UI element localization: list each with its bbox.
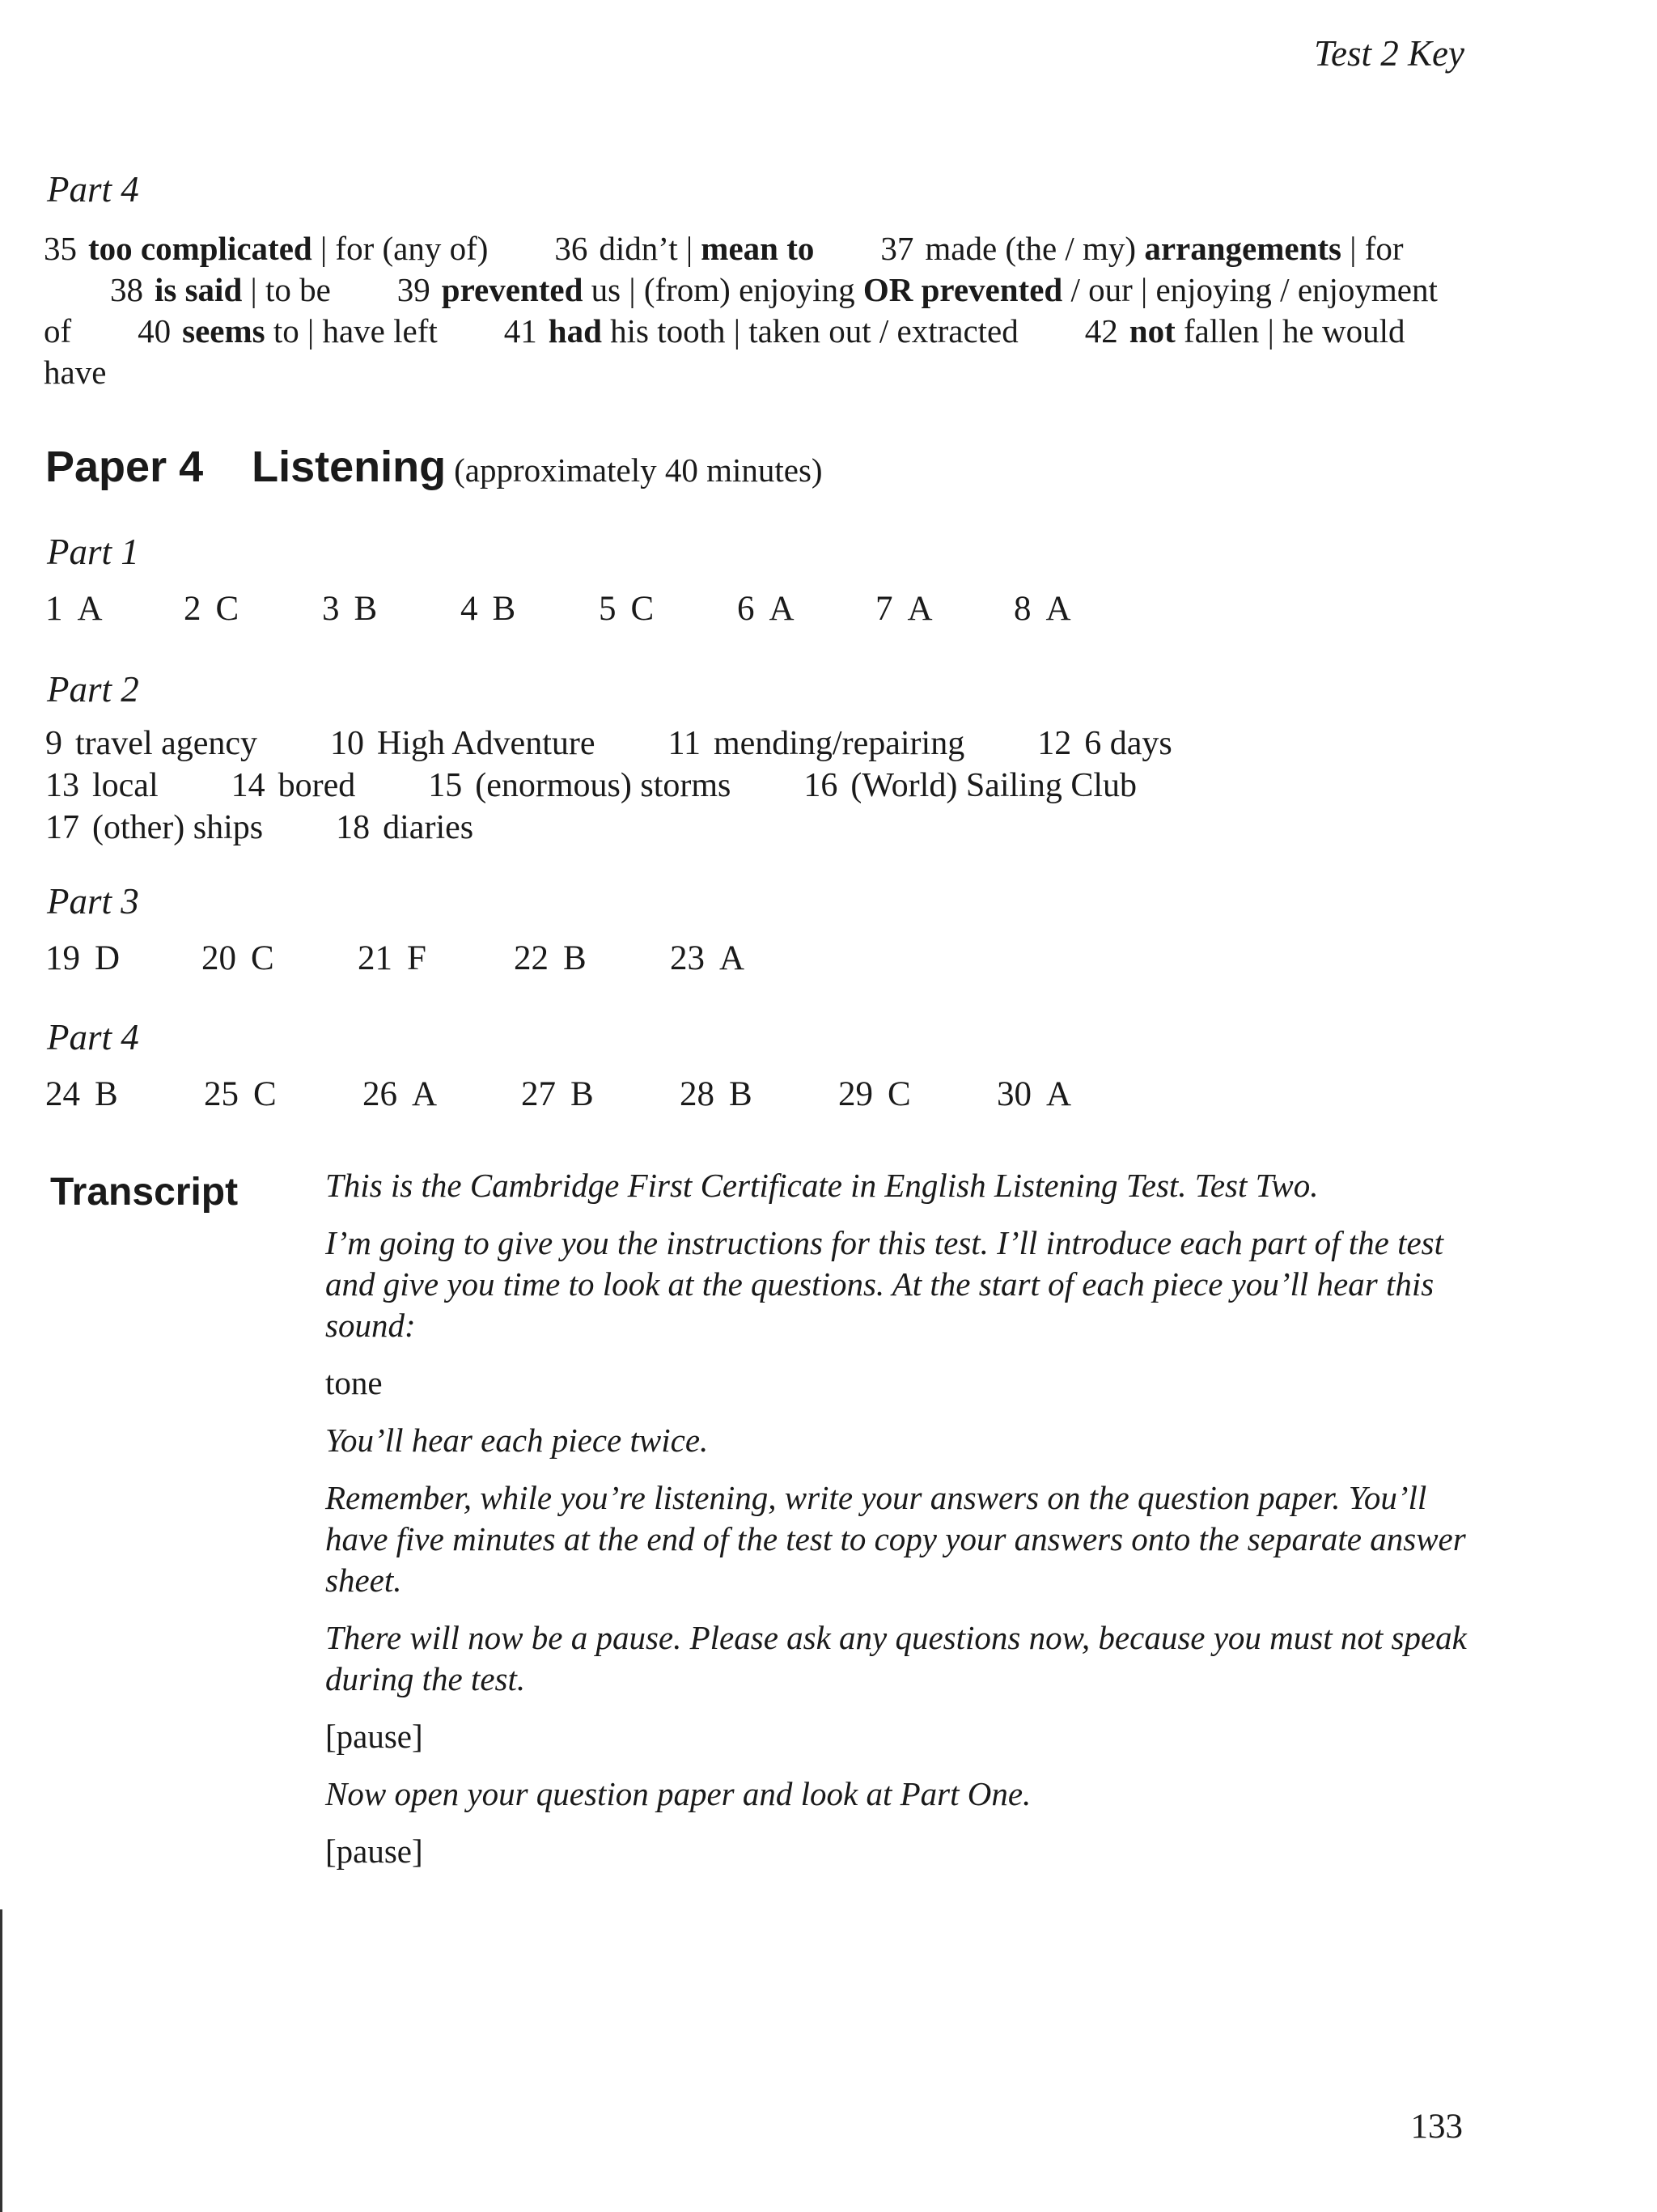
answer-text: fallen | he would have [44,312,1405,391]
answer-item [45,1074,118,1114]
answer-letter: B [729,1075,752,1113]
answer-item [838,1074,911,1114]
answer-text: his tooth | taken out / extracted [601,312,1019,350]
answer-number: 16 [803,767,838,804]
listening-part3-label: Part 3 [47,881,139,922]
answer-letter: C [630,590,655,628]
answer-text: 6 days [1084,725,1172,762]
answer-key-words: had [548,312,602,350]
answer-text: didn’t | [599,230,701,267]
transcript-paragraph: I’m going to give you the instructions for this test. I’ll introduce each part of the test and give you time to look at the questions. At the start of each piece you’ll hear this sound: [325,1224,1444,1344]
answer-number: 12 [1037,725,1072,762]
answer-letter: A [1045,590,1071,628]
transcript-paragraph: Now open your question paper and look at Part One. [325,1775,1032,1812]
page-number: 133 [1410,2108,1463,2146]
answer-letter: A [412,1075,438,1113]
answer-item [1014,589,1071,629]
answer-text: diaries [383,809,474,846]
transcript-paragraph: This is the Cambridge First Certificate in English Listening Test. Test Two. [325,1167,1319,1204]
running-head: Test 2 Key [1314,33,1464,74]
answer-letter: B [354,590,378,628]
answer-number: 5 [599,590,617,628]
answer-key-words: mean to [701,230,815,267]
answer-item [521,1074,594,1114]
answer-item [880,230,1403,267]
answer-number: 21 [358,939,392,977]
answer-item [428,767,731,804]
answer-item [44,230,488,267]
answer-text: local [92,767,159,804]
answer-text: travel agency [75,725,258,762]
reading-part4-label: Part 4 [47,169,139,210]
listening-part4-label: Part 4 [47,1017,139,1057]
answer-key-words: not [1129,312,1176,350]
answer-number: 3 [322,590,340,628]
answer-item [680,1074,752,1114]
answer-letter: A [769,590,795,628]
answer-text: us | (from) enjoying [583,271,863,308]
answer-key-words: seems [182,312,265,350]
answer-item [668,725,965,762]
answer-number: 15 [428,767,463,804]
answer-number: 39 [396,271,430,308]
answer-letter: A [1046,1075,1072,1113]
answer-item [1037,725,1172,762]
listening-part2-label: Part 2 [47,669,139,710]
transcript-heading: Transcript [50,1171,239,1214]
listening-part2-answers [45,723,1245,849]
listening-part1-label: Part 1 [47,532,139,572]
answer-line [45,807,1245,849]
answer-item [997,1074,1071,1114]
answer-number: 37 [880,230,914,267]
answer-number: 19 [45,939,80,977]
page-edge-line [0,1909,2,2212]
answer-number: 41 [503,312,537,350]
answer-item [803,767,1137,804]
answer-number: 25 [204,1075,239,1113]
answer-number: 4 [460,590,478,628]
transcript-paragraph: You’ll hear each piece twice. [325,1422,709,1459]
answer-number: 36 [554,230,588,267]
answer-key-words: prevented [441,271,583,308]
answer-item [362,1074,437,1114]
answer-number: 14 [231,767,265,804]
answer-number: 29 [838,1075,873,1113]
answer-letter: B [492,590,516,628]
answer-item [201,939,274,978]
answer-letter: C [251,939,274,977]
transcript-cue: [pause] [325,1718,423,1755]
answer-number: 1 [45,590,63,628]
answer-item [204,1074,277,1114]
answer-item [45,809,263,846]
answer-item [45,767,159,804]
paper-subject: Listening [252,443,447,491]
answer-letter: C [888,1075,911,1113]
answer-text: / our | enjoying / enjoyment of [44,271,1438,350]
answer-item [322,589,377,629]
answer-item [554,230,814,267]
answer-number: 6 [737,590,755,628]
answer-number: 7 [875,590,893,628]
answer-item [504,312,1019,350]
answer-line [45,723,1245,765]
answer-item [875,589,933,629]
answer-key-words: arrangements [1144,230,1341,267]
transcript-cue: tone [325,1364,383,1401]
transcript-paragraph: There will now be a pause. Please ask any questions now, because you must not speak during the test. [325,1619,1467,1697]
answer-item [184,589,239,629]
answer-number: 2 [184,590,201,628]
answer-text: made (the / my) [925,230,1145,267]
answer-text: | for (any of) [311,230,489,267]
answer-number: 40 [138,312,172,350]
answer-letter: B [570,1075,594,1113]
answer-item [336,809,473,846]
answer-text: (other) ships [92,809,264,846]
answer-text: (enormous) storms [475,767,731,804]
answer-item [599,589,654,629]
answer-number: 35 [44,230,77,267]
paper-heading [45,442,823,492]
transcript-body [325,1165,1474,1888]
answer-letter: B [95,1075,118,1113]
answer-item [110,271,331,308]
answer-letter: C [215,590,239,628]
answer-item [460,589,515,629]
paper-number: Paper 4 [45,443,204,491]
answer-letter: B [563,939,587,977]
reading-part4-answers [44,228,1468,393]
answer-item [358,939,426,978]
answer-letter: A [77,590,103,628]
answer-number: 22 [514,939,549,977]
answer-number: 9 [45,725,62,762]
answer-number: 23 [670,939,705,977]
answer-text: mending/repairing [713,725,965,762]
answer-number: 27 [521,1075,556,1113]
answer-letter: C [253,1075,277,1113]
answer-text: | to be [242,271,331,308]
answer-text: High Adventure [377,725,595,762]
answer-item [231,767,356,804]
answer-number: 24 [45,1075,80,1113]
paper-duration: (approximately 40 minutes) [454,451,823,489]
answer-text: bored [278,767,356,804]
answer-item [737,589,795,629]
transcript-cue: [pause] [325,1833,423,1870]
answer-text: to | have left [265,312,438,350]
answer-letter: D [95,939,121,977]
answer-key-words: too complicated [88,230,312,267]
transcript-paragraph: Remember, while you’re listening, write your answers on the question paper. You’ll have five minutes at the end of the test to copy your answers onto the separate answer sheet. [325,1479,1466,1599]
answer-key-words: is said [155,271,243,308]
answer-number: 8 [1014,590,1032,628]
answer-key-words: OR prevented [862,271,1063,308]
answer-number: 28 [680,1075,714,1113]
answer-number: 17 [45,809,79,846]
answer-letter: A [719,939,745,977]
answer-number: 30 [997,1075,1032,1113]
answer-text: (World) Sailing Club [850,767,1138,804]
answer-number: 38 [110,271,143,308]
answer-item [45,589,103,629]
answer-item [330,725,595,762]
answer-number: 10 [330,725,365,762]
answer-item [670,939,744,978]
answer-number: 11 [667,725,701,762]
answer-number: 13 [45,767,79,804]
answer-item [138,312,438,350]
answer-number: 20 [201,939,236,977]
answer-number: 42 [1084,312,1118,350]
answer-item [514,939,587,978]
answer-item [45,939,120,978]
answer-number: 18 [336,809,371,846]
answer-text: | for [1341,230,1404,267]
answer-letter: A [907,590,933,628]
answer-item [45,725,257,762]
answer-line [45,765,1245,807]
answer-letter: F [407,939,426,977]
answer-number: 26 [362,1075,397,1113]
